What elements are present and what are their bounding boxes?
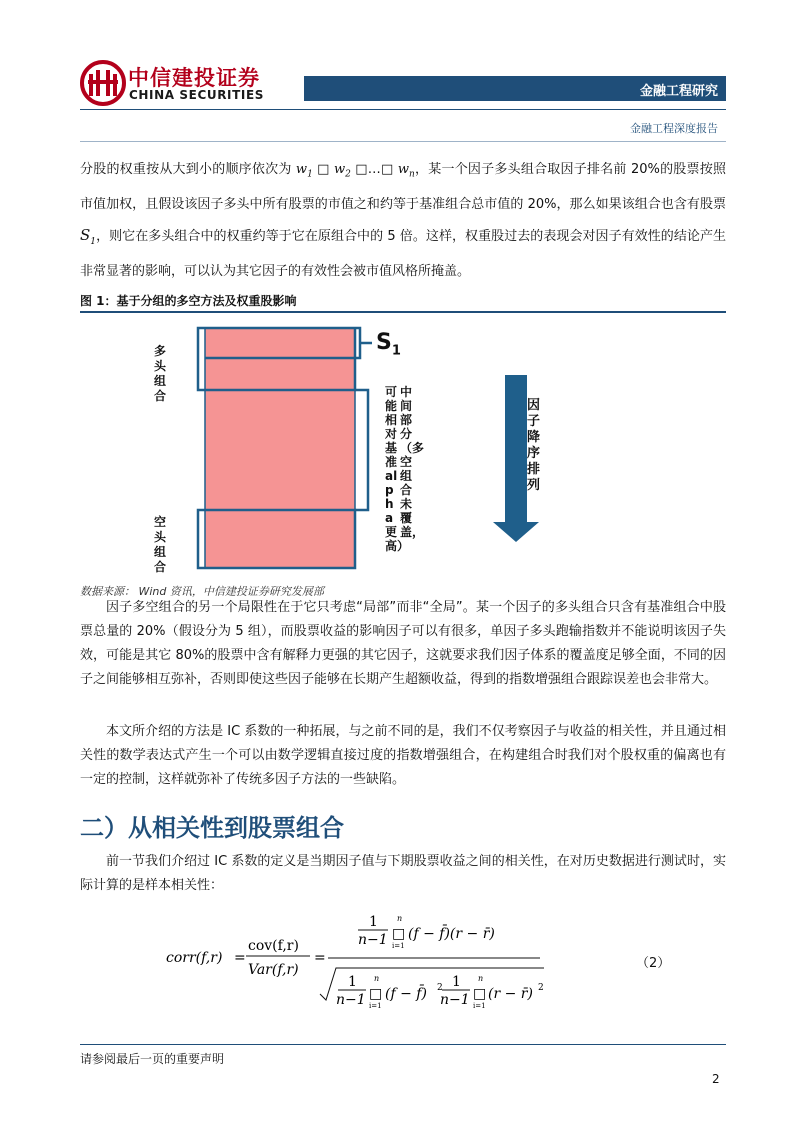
paragraph-weights bbox=[80, 155, 726, 287]
den-sum-box-a: □ bbox=[369, 986, 383, 1002]
formula-var: Var(f,r) bbox=[248, 962, 299, 978]
china-securities-logo-icon bbox=[80, 60, 126, 106]
formula-lhs: corr(f,r) bbox=[166, 950, 223, 966]
report-type-divider bbox=[80, 141, 726, 142]
den-sum-bottom-b: i=1 bbox=[473, 1002, 486, 1010]
footer-divider bbox=[80, 1044, 726, 1045]
den-n-minus-1-b: n−1 bbox=[440, 992, 470, 1008]
den-sum-box-b: □ bbox=[473, 986, 487, 1002]
num-sum-box: □ bbox=[392, 926, 406, 942]
text-segment: ，某一个因子多头组合取因子排名前 20%的股票按照市值加权，且假设该因子多头中所有股票的市值之和约等于基准组合总市值的 20%，那么如果该组合也含有股票 bbox=[80, 162, 726, 212]
text-segment: ，则它在多头组合中的权重约等于它在原组合中的 5 倍。这样，权重股过去的表现会对因子有效性的结论产生非常显著的影响，可以认为其它因子的有效性会被市值风格所掩盖。 bbox=[80, 228, 726, 279]
figure-source: 数据来源： Wind 资讯，中信建投证券研究发展部 bbox=[80, 585, 324, 598]
equation-number: （2） bbox=[636, 956, 671, 971]
paragraph-local-limitation: 因子多空组合的另一个局限性在于它只考虑“局部”而非“全局”。某一个因子的多头组合只含有基准组合中股票总量的 20%（假设分为 5 组），而股票收益的影响因子可以有很多，单因子多头跑输指数并不能说明该因子失效，可能是其它 80%的股票中含有解释力更强的其它因子，这就要求我们因子体系的覆盖度足够全面，不同的因子之间能够相互弥补，否则即使这些因子能够在长期产生超额收益，得到的指数增强组合跟踪误差也会非常大。 bbox=[80, 600, 726, 687]
missing-glyph-box: □ bbox=[317, 162, 330, 177]
formula-eq1: = bbox=[234, 950, 246, 966]
figure-caption-rule bbox=[80, 311, 726, 313]
den-sq-a: 2 bbox=[437, 983, 443, 993]
den-term-b: (r − r̄) bbox=[488, 986, 533, 1002]
long-portfolio-label: 多头组合 bbox=[154, 344, 167, 403]
den-sum-top-a: n bbox=[374, 974, 380, 983]
math-w1: $w_1$ bbox=[295, 162, 313, 180]
short-portfolio-label: 空头组合 bbox=[154, 515, 167, 574]
middle-bracket bbox=[355, 390, 368, 510]
den-sum-top-b: n bbox=[478, 974, 484, 983]
paragraph-method-intro: 本文所介绍的方法是 IC 系数的一种拓展，与之前不同的是，我们不仅考察因子与收益的相关性，并且通过相关性的数学表达式产生一个可以由数学逻辑直接过度的指数增强组合，在构建组合时我们对个股权重的偏离也有一定的控制，这样就弥补了传统多因子方法的一些缺陷。 bbox=[80, 724, 726, 787]
den-n-minus-1-a: n−1 bbox=[336, 992, 366, 1008]
s1-label: $S_1$ bbox=[376, 330, 401, 359]
math-w2: $w_2$ bbox=[334, 162, 351, 180]
portfolio-block bbox=[205, 328, 355, 568]
page-number: 2 bbox=[712, 1072, 720, 1086]
missing-glyph-box: □ bbox=[355, 162, 368, 177]
ellipsis: … bbox=[367, 162, 381, 177]
banner-title: 金融工程研究 bbox=[639, 84, 718, 99]
descending-arrow-shaft bbox=[505, 375, 527, 525]
den-sq-b: 2 bbox=[538, 983, 544, 993]
den-one-a: 1 bbox=[348, 974, 357, 990]
arrow-label: 因子降序排列 bbox=[527, 398, 541, 493]
header-divider bbox=[80, 109, 726, 110]
figure-caption: 图 1：基于分组的多空方法及权重股影响 bbox=[80, 294, 297, 308]
report-type-label: 金融工程深度报告 bbox=[630, 122, 718, 135]
num-one: 1 bbox=[369, 914, 378, 930]
correlation-formula bbox=[160, 908, 560, 1018]
logo-chinese-name: 中信建投证券 bbox=[128, 66, 260, 90]
descending-arrow-head bbox=[493, 522, 539, 542]
num-terms: (f − f̄)(r − r̄) bbox=[408, 926, 495, 942]
den-one-b: 1 bbox=[452, 974, 461, 990]
num-sum-bottom: i=1 bbox=[392, 942, 405, 950]
formula-cov: cov(f,r) bbox=[248, 938, 299, 954]
den-sum-bottom-a: i=1 bbox=[369, 1002, 382, 1010]
logo-english-name: CHINA SECURITIES bbox=[129, 88, 265, 102]
text-segment: 分股的权重按从大到小的顺序依次为 bbox=[80, 162, 292, 177]
math-wn: $w_n$ bbox=[397, 162, 415, 180]
den-term-a: (f − f̄) bbox=[385, 986, 427, 1002]
paragraph-ic-definition: 前一节我们介绍过 IC 系数的定义是当期因子值与下期股票收益之间的相关性，在对历史数据进行测试时，实际计算的是样本相关性： bbox=[80, 854, 726, 893]
long-short-figure bbox=[150, 320, 610, 580]
formula-eq2: = bbox=[314, 950, 326, 966]
header-banner bbox=[304, 76, 726, 101]
middle-label-col1: 中间部分（多空组合未覆盖， bbox=[400, 385, 425, 539]
num-sum-top: n bbox=[397, 914, 403, 923]
middle-label-col2: 可能相对基准alpha更高） bbox=[385, 385, 410, 553]
missing-glyph-box: □ bbox=[380, 162, 394, 177]
section-title: 二）从相关性到股票组合 bbox=[80, 814, 344, 842]
math-s1: $S_1$ bbox=[80, 225, 97, 247]
footer-disclaimer: 请参阅最后一页的重要声明 bbox=[80, 1052, 225, 1066]
num-n-minus-1: n−1 bbox=[358, 932, 388, 948]
